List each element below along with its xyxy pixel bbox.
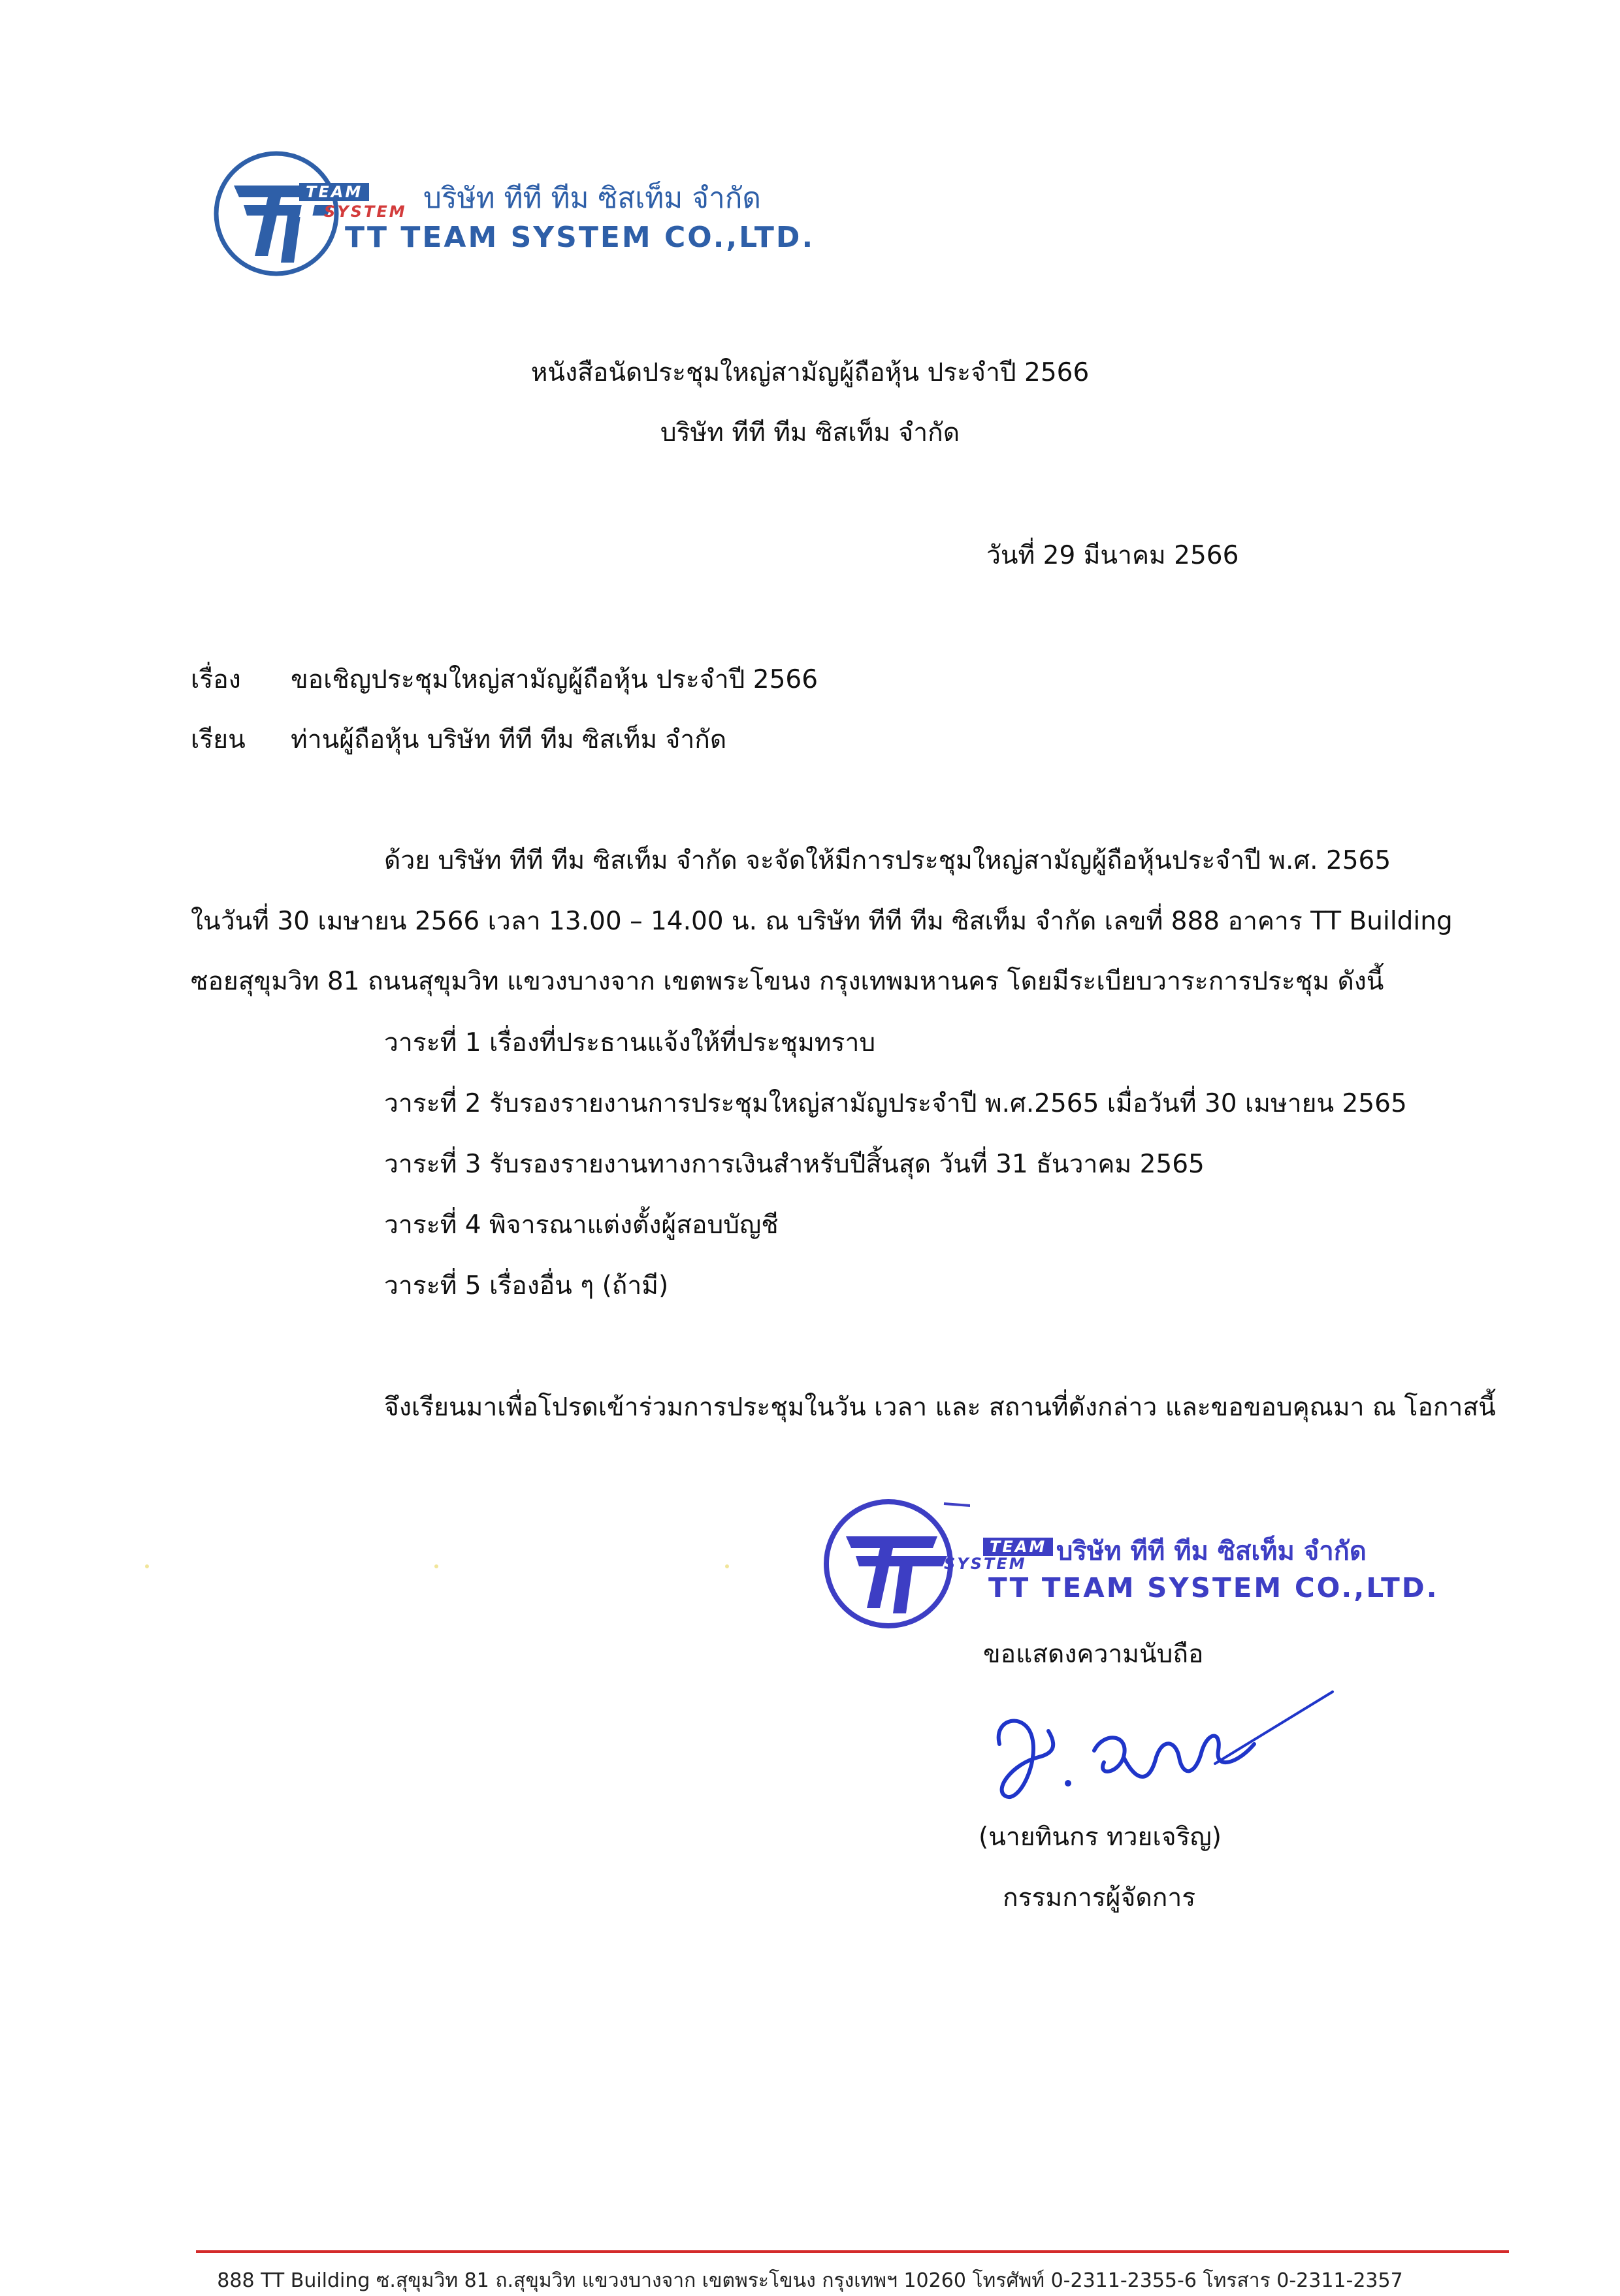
agenda-item: วาระที่ 2 รับรองรายงานการประชุมใหญ่สามัญประจำปี พ.ศ.2565 เมื่อวันที่ 30 เมษายน 2565 — [384, 1089, 1407, 1118]
recipient-value: ท่านผู้ถือหุ้น บริษัท ทีที ทีม ซิสเท็ม จำกัด — [291, 725, 727, 754]
logo-system-tag: SYSTEM — [324, 202, 407, 221]
document-title: หนังสือนัดประชุมใหญ่สามัญผู้ถือหุ้น ประจำปี 2566 — [530, 358, 1090, 387]
document-company: บริษัท ทีที ทีม ซิสเท็ม จำกัด — [660, 418, 960, 447]
agenda-item: วาระที่ 3 รับรองรายงานทางการเงินสำหรับปีสิ้นสุด วันที่ 31 ธันวาคม 2565 — [384, 1150, 1205, 1179]
logo-team-tag: TEAM — [299, 183, 369, 201]
regards-line: ขอแสดงความนับถือ — [983, 1640, 1204, 1669]
scan-speck — [145, 1564, 149, 1568]
scan-speck — [725, 1564, 729, 1568]
subject-label: เรื่อง — [191, 665, 241, 694]
body-line-2: ในวันที่ 30 เมษายน 2566 เวลา 13.00 – 14.00 น. ณ บริษัท ทีที ทีม ซิสเท็ม จำกัด เลขที่ 888 อาคาร TT Building — [191, 907, 1453, 936]
subject-value: ขอเชิญประชุมใหญ่สามัญผู้ถือหุ้น ประจำปี 2566 — [291, 665, 818, 694]
body-line-3: ซอยสุขุมวิท 81 ถนนสุขุมวิท แขวงบางจาก เขตพระโขนง กรุงเทพมหานคร โดยมีระเบียบวาระการประชุม ดังนี้ — [191, 967, 1384, 996]
signatory-title: กรรมการผู้จัดการ — [1003, 1883, 1196, 1913]
company-stamp — [813, 1491, 1439, 1634]
letter-date: วันที่ 29 มีนาคม 2566 — [986, 541, 1239, 570]
footer-address: 888 TT Building ซ.สุขุมวิท 81 ถ.สุขุมวิท แขวงบางจาก เขตพระโขนง กรุงเทพฯ 10260 โทรศัพท์ 0-2311-2355-6 โทรสาร 0-2311-2357 — [217, 2269, 1403, 2292]
handwritten-signature-icon — [980, 1685, 1346, 1822]
stamp-company-english: TT TEAM SYSTEM CO.,LTD. — [988, 1572, 1439, 1604]
recipient-label: เรียน — [191, 725, 246, 754]
stamp-system-tag: SYSTEM — [944, 1555, 1027, 1573]
letterhead-logo — [208, 145, 815, 282]
signatory-name: (นายทินกร ทวยเจริญ) — [979, 1822, 1222, 1852]
stamp-team-tag: TEAM — [983, 1538, 1053, 1556]
logo-company-thai: บริษัท ทีที ทีม ซิสเท็ม จำกัด — [423, 182, 761, 215]
footer-rule — [196, 2250, 1509, 2253]
stamp-company-thai: บริษัท ทีที ทีม ซิสเท็ม จำกัด — [1056, 1536, 1367, 1566]
agenda-item: วาระที่ 1 เรื่องที่ประธานแจ้งให้ที่ประชุมทราบ — [384, 1028, 876, 1058]
body-line-1: ด้วย บริษัท ทีที ทีม ซิสเท็ม จำกัด จะจัดให้มีการประชุมใหญ่สามัญผู้ถือหุ้นประจำปี พ.ศ. 2565 — [384, 846, 1391, 875]
agenda-item: วาระที่ 4 พิจารณาแต่งตั้งผู้สอบบัญชี — [384, 1210, 779, 1240]
logo-company-english: TT TEAM SYSTEM CO.,LTD. — [345, 221, 815, 254]
closing-line: จึงเรียนมาเพื่อโปรดเข้าร่วมการประชุมในวัน เวลา และ สถานที่ดังกล่าว และขอขอบคุณมา ณ โอกาสนี้ — [384, 1393, 1496, 1422]
scan-speck — [434, 1564, 438, 1568]
agenda-item: วาระที่ 5 เรื่องอื่น ๆ (ถ้ามี) — [384, 1271, 669, 1301]
